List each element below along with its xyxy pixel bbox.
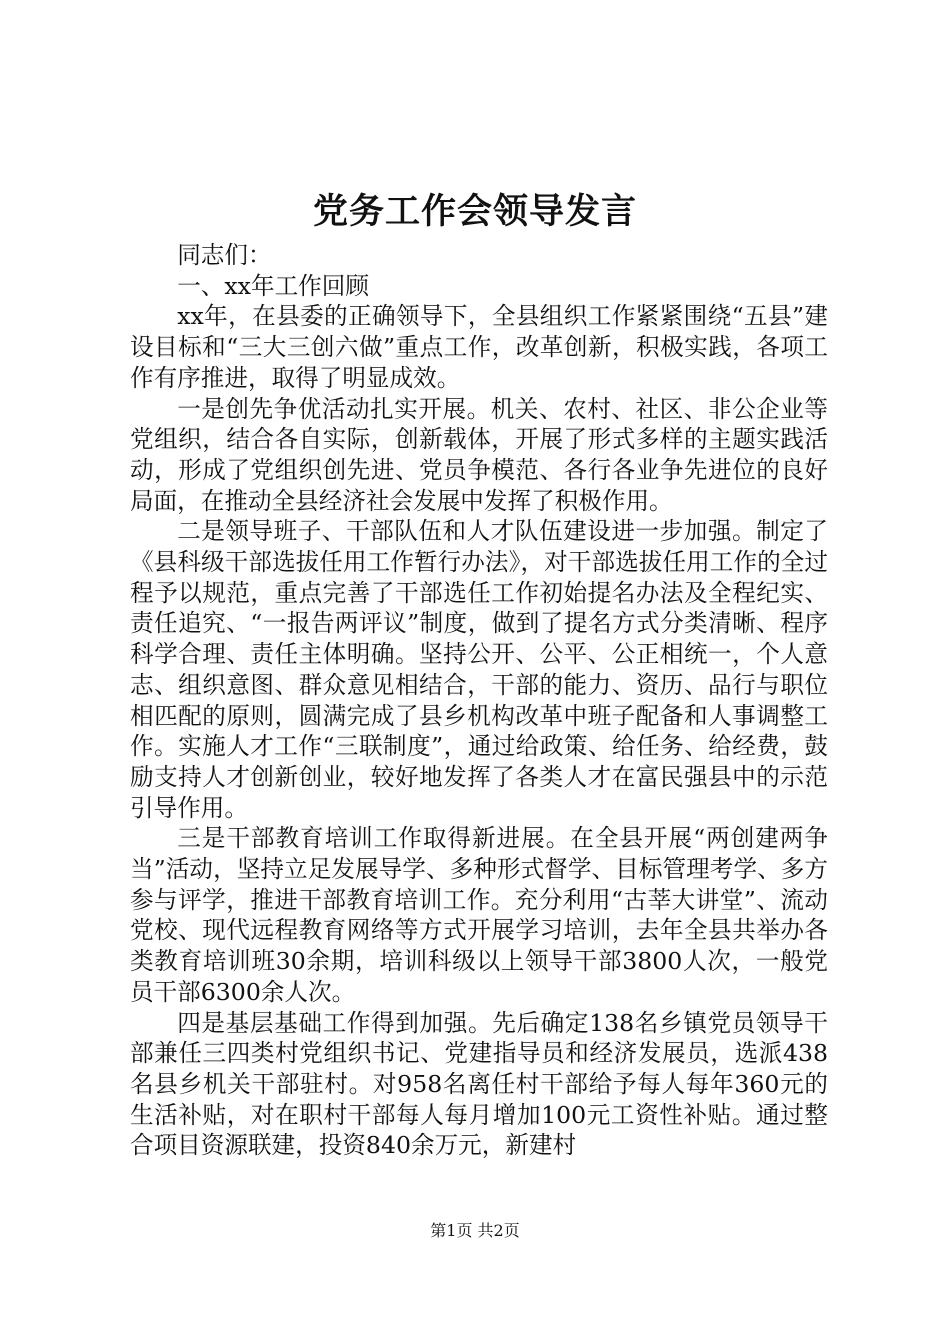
intro-paragraph: xx年，在县委的正确领导下，全县组织工作紧紧围绕“五县”建设目标和“三大三创六做”重点工作，改革创新，积极实践，各项工作有序推进，取得了明显成效。 bbox=[130, 302, 828, 392]
section-heading: 一、xx年工作回顾 bbox=[177, 271, 369, 300]
document-body bbox=[130, 240, 828, 1161]
body-paragraph-2: 二是领导班子、干部队伍和人才队伍建设进一步加强。制定了《县科级干部选拔任用工作暂行办法》，对干部选拔任用工作的全过程予以规范，重点完善了干部选任工作初始提名办法及全程纪实、责任追究、“一报告两评议”制度，做到了提名方式分类清晰、程序科学合理、责任主体明确。坚持公开、公平、公正相统一，个人意志、组织意图、群众意见相结合，干部的能力、资历、品行与职位相匹配的原则，圆满完成了县乡机构改革中班子配备和人事调整工作。实施人才工作“三联制度”，通过给政策、给任务、给经费，鼓励支持人才创新创业，较好地发挥了各类人才在富民强县中的示范引导作用。 bbox=[130, 517, 828, 822]
document-title: 党务工作会领导发言 bbox=[312, 191, 637, 232]
body-paragraph-1: 一是创先争优活动扎实开展。机关、农村、社区、非公企业等党组织，结合各自实际，创新载体，开展了形式多样的主题实践活动，形成了党组织创先进、党员争模范、各行各业争先进位的良好局面，在推动全县经济社会发展中发挥了积极作用。 bbox=[130, 394, 828, 515]
page-footer: 第1页 共2页 bbox=[430, 1221, 520, 1240]
body-paragraph-4: 四是基层基础工作得到加强。先后确定138名乡镇党员领导干部兼任三四类村党组织书记、党建指导员和经济发展员，选派438名县乡机关干部驻村。对958名离任村干部给予每人每年360元的生活补贴，对在职村干部每人每月增加100元工资性补贴。通过整合项目资源联建，投资840余万元，新建村 bbox=[130, 1008, 828, 1160]
body-paragraph-3: 三是干部教育培训工作取得新进展。在全县开展“两创建两争当”活动，坚持立足发展导学、多种形式督学、目标管理考学、多方参与评学，推进干部教育培训工作。充分利用“古莘大讲堂”、流动党校、现代远程教育网络等方式开展学习培训，去年全县共举办各类教育培训班30余期，培训科级以上领导干部3800人次，一般党员干部6300余人次。 bbox=[130, 824, 828, 1006]
salutation-paragraph: 同志们： bbox=[177, 241, 272, 269]
